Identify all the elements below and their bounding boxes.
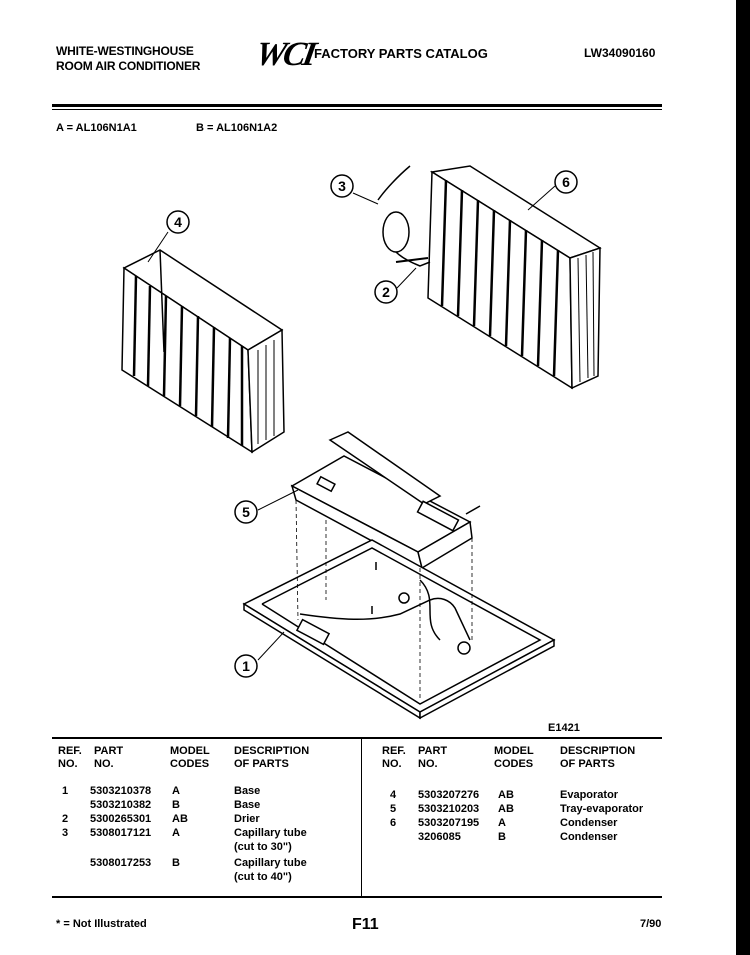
- table-cell-ref: 4: [390, 789, 397, 801]
- table-cell-ref: 5: [390, 803, 397, 815]
- table-cell-desc: Condenser: [560, 831, 618, 843]
- evaporator-coil: [122, 250, 284, 452]
- table-cell-model: A: [172, 827, 180, 839]
- table-cell-model: A: [498, 817, 506, 829]
- table-cell-part: 5300265301: [90, 813, 152, 825]
- table-cell-desc: Base: [234, 785, 261, 797]
- callout-5: [235, 501, 257, 523]
- table-bottom-rule: [52, 896, 662, 898]
- left-header-ref: REF. NO.: [58, 745, 82, 770]
- model-b-label: B = AL106N1A2: [196, 122, 278, 134]
- table-cell-model: AB: [498, 789, 514, 801]
- table-cell-desc: Drier: [234, 813, 260, 825]
- table-cell-part: 5308017253: [90, 857, 152, 869]
- table-cell-ref: 6: [390, 817, 397, 829]
- table-cell-ref: 3: [62, 827, 69, 839]
- table-cell-model: B: [498, 831, 506, 843]
- drier: [396, 258, 428, 262]
- table-cell-part: 5308017121: [90, 827, 152, 839]
- right-header-part: PART NO.: [418, 745, 448, 770]
- callout-4: [167, 211, 189, 233]
- table-cell-model: B: [172, 799, 180, 811]
- document-number: LW34090160: [584, 46, 656, 60]
- callout-6: [555, 171, 577, 193]
- callout-2-label: 2: [382, 284, 390, 300]
- callout-5-label: 5: [242, 504, 250, 520]
- header-rule: [52, 104, 662, 107]
- left-header-desc: DESCRIPTION OF PARTS: [234, 745, 310, 770]
- right-header-ref: REF. NO.: [382, 745, 406, 770]
- table-cell-desc: Tray-evaporator: [560, 803, 644, 815]
- header-rule-thin: [52, 109, 662, 110]
- condenser-coil: [428, 166, 600, 388]
- table-cell-part: 5303207195: [418, 817, 480, 829]
- table-cell-part: 5303207276: [418, 789, 480, 801]
- brand-block: [56, 44, 200, 74]
- wci-logo: WCI: [252, 36, 317, 73]
- page-code: F11: [352, 916, 379, 933]
- table-cell-part: 3206085: [418, 831, 461, 843]
- callout-1: [235, 655, 257, 677]
- callout-1-label: 1: [242, 658, 250, 674]
- product-line: ROOM AIR CONDITIONER: [56, 59, 201, 73]
- table-divider: [361, 739, 362, 896]
- table-cell-model: AB: [172, 813, 188, 825]
- callout-6-label: 6: [562, 174, 570, 190]
- base-pan: [244, 540, 554, 718]
- table-cell-part: 5303210203: [418, 803, 480, 815]
- table-cell-desc: Capillary tube: [234, 857, 307, 869]
- exploded-parts-diagram: [0, 150, 736, 720]
- table-cell-desc: Capillary tube: [234, 827, 307, 839]
- table-cell-model: A: [172, 785, 180, 797]
- table-cell-desc: Base: [234, 799, 261, 811]
- table-cell-desc: (cut to 30"): [234, 841, 292, 853]
- callout-3-label: 3: [338, 178, 346, 194]
- left-header-model: MODEL CODES: [170, 745, 210, 770]
- table-cell-desc: Evaporator: [560, 789, 619, 801]
- table-cell-part: 5303210382: [90, 799, 152, 811]
- revision-date: 7/90: [640, 918, 662, 930]
- left-header-part: PART NO.: [94, 745, 124, 770]
- table-cell-part: 5303210378: [90, 785, 152, 797]
- table-cell-model: AB: [498, 803, 514, 815]
- callout-4-label: 4: [174, 214, 182, 230]
- table-cell-desc: (cut to 40"): [234, 871, 292, 883]
- callout-3: [331, 175, 353, 197]
- not-illustrated-note: * = Not Illustrated: [56, 918, 147, 930]
- table-cell-ref: 1: [62, 785, 69, 797]
- table-cell-model: B: [172, 857, 180, 869]
- figure-id: E1421: [548, 722, 580, 734]
- capillary-tube: [378, 166, 430, 266]
- catalog-title: FACTORY PARTS CATALOG: [314, 46, 488, 61]
- brand-name: WHITE-WESTINGHOUSE: [56, 44, 194, 58]
- table-cell-ref: 2: [62, 813, 69, 825]
- table-cell-desc: Condenser: [560, 817, 618, 829]
- right-header-desc: DESCRIPTION OF PARTS: [560, 745, 636, 770]
- model-a-label: A = AL106N1A1: [56, 122, 137, 134]
- table-top-rule: [52, 737, 662, 739]
- callout-2: [375, 281, 397, 303]
- right-header-model: MODEL CODES: [494, 745, 534, 770]
